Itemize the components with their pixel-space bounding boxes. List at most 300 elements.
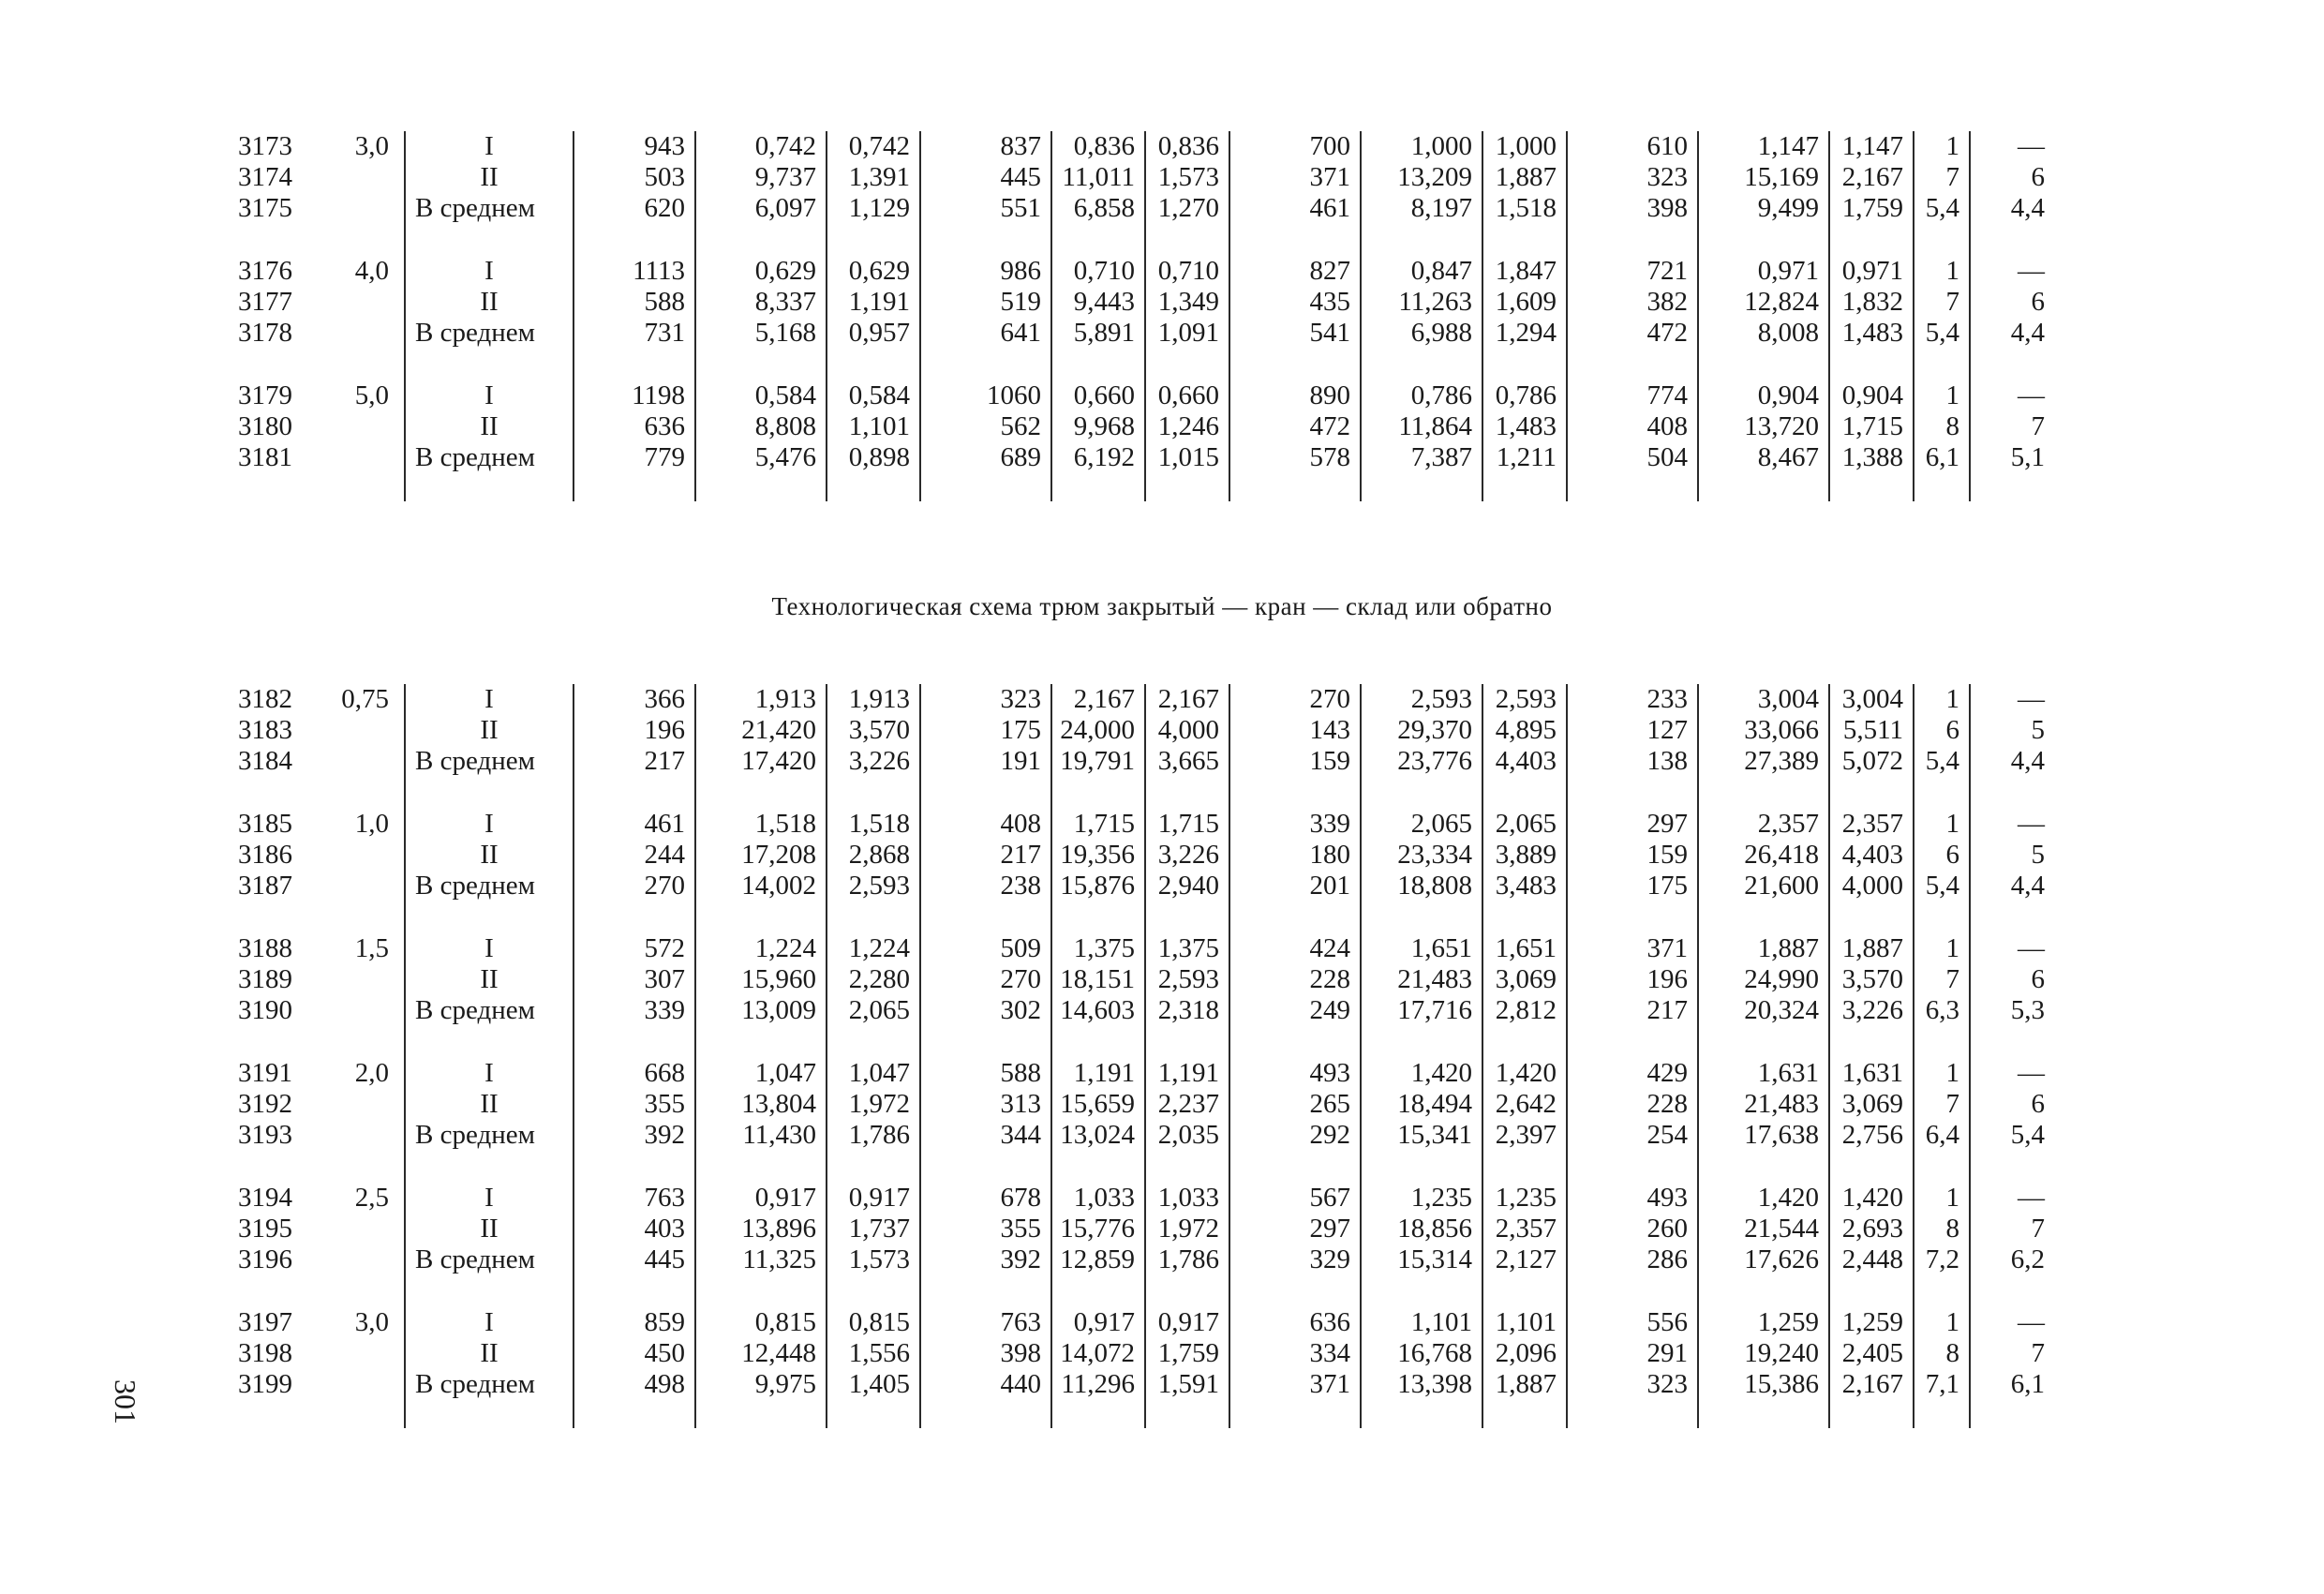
data-cell: 15,341 [1361, 1120, 1482, 1151]
data-cell: 1,651 [1495, 933, 1557, 963]
category-label: В среднем [405, 318, 574, 349]
data-cell: 2,280 [848, 964, 910, 994]
data-cell: 392 [574, 1120, 695, 1151]
data-cell: 0,917 [848, 1183, 910, 1213]
data-cell: 1,972 [1157, 1214, 1219, 1244]
data-cell: 1,573 [1157, 162, 1219, 192]
data-cell: 7 [1914, 1089, 1970, 1120]
group-value [302, 871, 405, 901]
category-label: В среднем [405, 193, 574, 224]
data-cell: 191 [920, 746, 1051, 777]
category-label: I [405, 933, 574, 964]
data-cell: 17,638 [1698, 1120, 1829, 1151]
data-cell: 837 [920, 131, 1051, 162]
data-cell: — [1970, 809, 2054, 840]
data-cell: 0,971 [1698, 256, 1829, 287]
data-cell: 21,420 [695, 715, 827, 746]
data-cell: 6,1 [1970, 1369, 2054, 1400]
data-cell: 2,397 [1495, 1120, 1557, 1150]
data-cell: 7,2 [1914, 1244, 1970, 1275]
row-number: 3178 [238, 318, 292, 348]
data-cell: — [1970, 1183, 2054, 1214]
row-number: 3184 [238, 746, 292, 776]
data-cell: 2,593 [1157, 964, 1219, 994]
data-cell: 678 [920, 1183, 1051, 1214]
data-cell: 5,4 [1914, 318, 1970, 349]
data-cell: 8,008 [1698, 318, 1829, 349]
data-cell: 403 [574, 1214, 695, 1244]
data-cell: 7 [1914, 287, 1970, 318]
row-number: 3180 [238, 411, 292, 441]
table-row [217, 809, 2054, 840]
data-cell: 1,375 [1157, 933, 1219, 963]
row-number: 3174 [238, 162, 292, 192]
data-cell: 445 [920, 162, 1051, 193]
row-number: 3196 [238, 1244, 292, 1274]
data-cell: 1,573 [848, 1244, 910, 1274]
data-cell: 18,494 [1361, 1089, 1482, 1120]
group-value: 1,5 [354, 933, 389, 963]
data-cell: 5,511 [1842, 715, 1903, 745]
data-cell: 1198 [574, 380, 695, 411]
category-label: В среднем [405, 1120, 574, 1151]
group-value [302, 964, 405, 995]
data-cell: 6,988 [1361, 318, 1482, 349]
data-cell: 323 [1567, 1369, 1698, 1400]
table-row [217, 684, 2054, 715]
data-cell: 6,858 [1051, 193, 1145, 224]
data-cell: — [1970, 684, 2054, 715]
group-value [302, 715, 405, 746]
data-cell: 472 [1567, 318, 1698, 349]
data-cell: 1,147 [1698, 131, 1829, 162]
data-cell: 13,209 [1361, 162, 1482, 193]
data-cell: 636 [1229, 1307, 1361, 1338]
data-cell: 2,812 [1495, 995, 1557, 1025]
data-cell: 2,405 [1841, 1338, 1903, 1368]
data-cell: 6,3 [1914, 995, 1970, 1026]
data-cell: 2,096 [1495, 1338, 1557, 1368]
group-value [302, 1214, 405, 1244]
table-row [217, 131, 2054, 162]
data-cell: 6,192 [1051, 442, 1145, 473]
data-cell: 33,066 [1698, 715, 1829, 746]
data-cell: 2,642 [1495, 1089, 1557, 1119]
data-cell: 1060 [920, 380, 1051, 411]
data-cell: 11,325 [695, 1244, 827, 1275]
data-cell: 578 [1229, 442, 1361, 473]
data-cell: 7,387 [1361, 442, 1482, 473]
data-cell: 254 [1567, 1120, 1698, 1151]
data-cell: 9,499 [1698, 193, 1829, 224]
data-cell: 1,101 [1361, 1307, 1482, 1338]
data-cell: 286 [1567, 1244, 1698, 1275]
data-cell: 1,786 [1157, 1244, 1219, 1274]
data-cell: 355 [574, 1089, 695, 1120]
row-number: 3187 [238, 871, 292, 901]
data-cell: 6,2 [1970, 1244, 2054, 1275]
data-cell: 270 [1229, 684, 1361, 715]
data-cell: 3,570 [1841, 964, 1903, 994]
data-cell: 392 [920, 1244, 1051, 1275]
data-cell: 774 [1567, 380, 1698, 411]
data-cell: 504 [1567, 442, 1698, 473]
data-cell: 302 [920, 995, 1051, 1026]
data-cell: 424 [1229, 933, 1361, 964]
data-cell: 6 [1914, 840, 1970, 871]
data-cell: 0,710 [1157, 256, 1219, 286]
data-cell: 371 [1229, 162, 1361, 193]
table-row [217, 193, 2054, 224]
data-cell: 249 [1229, 995, 1361, 1026]
data-cell: 0,904 [1698, 380, 1829, 411]
data-cell: 2,167 [1051, 684, 1145, 715]
data-cell: 3,004 [1841, 684, 1903, 714]
data-cell: 2,065 [1495, 809, 1557, 839]
data-cell: 461 [574, 809, 695, 840]
data-cell: 1,235 [1361, 1183, 1482, 1214]
block-spacer [217, 349, 2054, 380]
data-cell: 20,324 [1698, 995, 1829, 1026]
data-cell: 21,483 [1361, 964, 1482, 995]
table-row [217, 318, 2054, 349]
table-tail [217, 1400, 2054, 1428]
data-cell: 19,356 [1051, 840, 1145, 871]
data-cell: 16,768 [1361, 1338, 1482, 1369]
data-cell: 4,4 [1970, 746, 2054, 777]
data-cell: 5,072 [1841, 746, 1903, 776]
data-cell: 450 [574, 1338, 695, 1369]
data-cell: 9,737 [695, 162, 827, 193]
data-cell: 5,3 [1970, 995, 2054, 1026]
row-number: 3191 [238, 1058, 292, 1088]
data-cell: 2,756 [1841, 1120, 1903, 1150]
data-cell: 14,002 [695, 871, 827, 901]
data-cell: 1,191 [1157, 1058, 1219, 1088]
data-cell: 0,971 [1841, 256, 1903, 286]
table-row [217, 933, 2054, 964]
table-row [217, 1214, 2054, 1244]
group-value [302, 1089, 405, 1120]
data-cell: 1,375 [1051, 933, 1145, 964]
category-label: I [405, 380, 574, 411]
data-cell: 27,389 [1698, 746, 1829, 777]
block-spacer [217, 1275, 2054, 1307]
data-cell: 11,296 [1051, 1369, 1145, 1400]
data-cell: 1,483 [1495, 411, 1557, 441]
category-label: I [405, 684, 574, 715]
group-value [302, 840, 405, 871]
data-cell: 2,167 [1157, 684, 1219, 714]
row-number: 3197 [238, 1307, 292, 1337]
data-cell: 138 [1567, 746, 1698, 777]
data-cell: 4,895 [1495, 715, 1557, 745]
data-cell: 1 [1914, 1183, 1970, 1214]
table-row [217, 995, 2054, 1026]
data-cell: 12,448 [695, 1338, 827, 1369]
data-cell: 15,386 [1698, 1369, 1829, 1400]
data-cell: 4,403 [1495, 746, 1557, 776]
data-cell: 217 [920, 840, 1051, 871]
data-cell: 4,4 [1970, 871, 2054, 901]
table-row [217, 287, 2054, 318]
data-cell: 15,876 [1051, 871, 1145, 901]
data-cell: 1,556 [848, 1338, 910, 1368]
data-cell: 217 [1567, 995, 1698, 1026]
data-cell: 689 [920, 442, 1051, 473]
data-cell: 1,847 [1495, 256, 1557, 286]
data-cell: 700 [1229, 131, 1361, 162]
category-label: В среднем [405, 995, 574, 1026]
data-cell: 3,889 [1495, 840, 1557, 870]
row-number: 3199 [238, 1369, 292, 1399]
data-cell: 620 [574, 193, 695, 224]
data-cell: 8,197 [1361, 193, 1482, 224]
data-cell: 1,191 [1051, 1058, 1145, 1089]
data-cell: 1,832 [1841, 287, 1903, 317]
data-cell: 5 [1970, 840, 2054, 871]
data-cell: 11,263 [1361, 287, 1482, 318]
data-cell: 1,631 [1841, 1058, 1903, 1088]
group-value: 3,0 [354, 1307, 389, 1337]
row-number: 3190 [238, 995, 292, 1025]
data-cell: 1,737 [848, 1214, 910, 1244]
data-cell: 509 [920, 933, 1051, 964]
row-number: 3188 [238, 933, 292, 963]
row-number: 3195 [238, 1214, 292, 1244]
block-spacer [217, 1026, 2054, 1058]
data-cell: 2,357 [1698, 809, 1829, 840]
data-cell: 1,388 [1841, 442, 1903, 472]
block-spacer [217, 1151, 2054, 1183]
data-cell: 890 [1229, 380, 1361, 411]
data-cell: 472 [1229, 411, 1361, 442]
data-cell: 11,430 [695, 1120, 827, 1151]
data-cell: 1,259 [1698, 1307, 1829, 1338]
category-label: II [405, 162, 574, 193]
data-cell: 15,314 [1361, 1244, 1482, 1275]
data-cell: 233 [1567, 684, 1698, 715]
data-cell: 1,715 [1051, 809, 1145, 840]
data-cell: 7 [1914, 964, 1970, 995]
data-cell: 435 [1229, 287, 1361, 318]
data-cell: 6 [1970, 287, 2054, 318]
data-cell: 17,716 [1361, 995, 1482, 1026]
data-cell: 291 [1567, 1338, 1698, 1369]
data-cell: 15,169 [1698, 162, 1829, 193]
data-cell: 0,660 [1051, 380, 1145, 411]
data-cell: 366 [574, 684, 695, 715]
data-cell: — [1970, 131, 2054, 162]
data-cell: 9,975 [695, 1369, 827, 1400]
data-cell: 2,593 [1495, 684, 1557, 714]
data-cell: 2,357 [1841, 809, 1903, 839]
data-cell: 14,603 [1051, 995, 1145, 1026]
category-label: I [405, 1058, 574, 1089]
data-cell: 1,887 [1698, 933, 1829, 964]
data-cell: 0,898 [848, 442, 910, 472]
data-cell: 1,147 [1841, 131, 1903, 161]
data-cell: 14,072 [1051, 1338, 1145, 1369]
data-cell: 2,693 [1841, 1214, 1903, 1244]
data-cell: 5,4 [1914, 193, 1970, 224]
data-cell: 943 [574, 131, 695, 162]
data-cell: 13,398 [1361, 1369, 1482, 1400]
table-row [217, 442, 2054, 473]
data-cell: 2,448 [1841, 1244, 1903, 1274]
data-cell: 1,000 [1361, 131, 1482, 162]
data-cell: 668 [574, 1058, 695, 1089]
data-cell: 493 [1229, 1058, 1361, 1089]
data-cell: 270 [574, 871, 695, 901]
data-cell: 2,318 [1157, 995, 1219, 1025]
data-cell: 297 [1229, 1214, 1361, 1244]
data-cell: 355 [920, 1214, 1051, 1244]
row-number: 3176 [238, 256, 292, 286]
category-label: I [405, 1307, 574, 1338]
data-cell: 1,420 [1361, 1058, 1482, 1089]
data-cell: 0,786 [1495, 380, 1557, 410]
data-cell: 21,483 [1698, 1089, 1829, 1120]
table-row [217, 871, 2054, 901]
data-cell: 143 [1229, 715, 1361, 746]
row-number: 3198 [238, 1338, 292, 1368]
group-value: 0,75 [341, 684, 389, 714]
data-cell: 6 [1970, 964, 2054, 995]
data-cell: 1,224 [848, 933, 910, 963]
data-cell: 1,224 [695, 933, 827, 964]
group-value: 2,5 [354, 1183, 389, 1213]
category-label: В среднем [405, 746, 574, 777]
data-cell: 1 [1914, 131, 1970, 162]
data-cell: 1,913 [695, 684, 827, 715]
data-cell: 0,917 [695, 1183, 827, 1214]
data-cell: 371 [1567, 933, 1698, 964]
data-cell: 3,226 [848, 746, 910, 776]
category-label: II [405, 1089, 574, 1120]
table-row [217, 256, 2054, 287]
data-cell: 1,591 [1157, 1369, 1219, 1399]
data-cell: 641 [920, 318, 1051, 349]
data-cell: 323 [1567, 162, 1698, 193]
group-value [302, 1369, 405, 1400]
data-cell: 24,000 [1051, 715, 1145, 746]
data-cell: 498 [574, 1369, 695, 1400]
data-cell: 3,665 [1157, 746, 1219, 776]
group-value: 2,0 [354, 1058, 389, 1088]
data-cell: 1,235 [1495, 1183, 1557, 1213]
data-cell: 1,759 [1841, 193, 1903, 223]
data-cell: 721 [1567, 256, 1698, 287]
table-row [217, 746, 2054, 777]
data-cell: 12,824 [1698, 287, 1829, 318]
data-cell: 1,101 [1495, 1307, 1557, 1337]
data-cell: 1,609 [1495, 287, 1557, 317]
row-number: 3189 [238, 964, 292, 994]
data-cell: 1113 [574, 256, 695, 287]
data-cell: 440 [920, 1369, 1051, 1400]
data-cell: 19,240 [1698, 1338, 1829, 1369]
data-cell: 17,208 [695, 840, 827, 871]
data-cell: 196 [1567, 964, 1698, 995]
data-cell: 0,847 [1361, 256, 1482, 287]
data-cell: 196 [574, 715, 695, 746]
data-cell: 2,593 [848, 871, 910, 901]
data-cell: 8 [1914, 1338, 1970, 1369]
data-cell: 2,237 [1157, 1089, 1219, 1119]
category-label: II [405, 964, 574, 995]
data-cell: 1,294 [1495, 318, 1557, 348]
data-cell: 1,715 [1157, 809, 1219, 839]
data-cell: 1,420 [1495, 1058, 1557, 1088]
data-cell: 159 [1229, 746, 1361, 777]
data-cell: 11,864 [1361, 411, 1482, 442]
data-cell: 6 [1914, 715, 1970, 746]
data-cell: 26,418 [1698, 840, 1829, 871]
data-cell: 21,544 [1698, 1214, 1829, 1244]
data-cell: 567 [1229, 1183, 1361, 1214]
category-label: I [405, 131, 574, 162]
category-label: II [405, 840, 574, 871]
data-cell: 292 [1229, 1120, 1361, 1151]
data-cell: 2,127 [1495, 1244, 1557, 1274]
group-value [302, 1244, 405, 1275]
data-cell: 3,069 [1841, 1089, 1903, 1119]
data-cell: 1 [1914, 1307, 1970, 1338]
data-cell: 217 [574, 746, 695, 777]
data-cell: 0,917 [1051, 1307, 1145, 1338]
data-cell: 1,405 [848, 1369, 910, 1399]
data-cell: 0,917 [1157, 1307, 1219, 1337]
data-cell: 551 [920, 193, 1051, 224]
row-number: 3175 [238, 193, 292, 223]
data-cell: 334 [1229, 1338, 1361, 1369]
data-cell: 339 [1229, 809, 1361, 840]
group-value: 5,0 [354, 380, 389, 410]
data-cell: 15,659 [1051, 1089, 1145, 1120]
data-cell: 1,101 [848, 411, 910, 441]
row-number: 3192 [238, 1089, 292, 1119]
data-cell: 244 [574, 840, 695, 871]
category-label: В среднем [405, 1244, 574, 1275]
row-number: 3179 [238, 380, 292, 410]
block-spacer [217, 224, 2054, 256]
data-cell: 2,868 [848, 840, 910, 870]
category-label: II [405, 287, 574, 318]
data-cell: 1,651 [1361, 933, 1482, 964]
data-cell: 13,024 [1051, 1120, 1145, 1151]
data-cell: 4,403 [1841, 840, 1903, 870]
category-label: I [405, 256, 574, 287]
data-cell: 323 [920, 684, 1051, 715]
group-value [302, 162, 405, 193]
data-cell: 827 [1229, 256, 1361, 287]
data-cell: 1 [1914, 933, 1970, 964]
data-cell: 24,990 [1698, 964, 1829, 995]
data-cell: 1,518 [1495, 193, 1557, 223]
data-cell: 18,856 [1361, 1214, 1482, 1244]
table-row [217, 1058, 2054, 1089]
data-cell: — [1970, 256, 2054, 287]
group-value [302, 746, 405, 777]
group-value [302, 193, 405, 224]
data-cell: 0,742 [695, 131, 827, 162]
data-cell: 398 [1567, 193, 1698, 224]
data-cell: 1,887 [1841, 933, 1903, 963]
data-cell: 1 [1914, 256, 1970, 287]
data-cell: 779 [574, 442, 695, 473]
group-value [302, 318, 405, 349]
